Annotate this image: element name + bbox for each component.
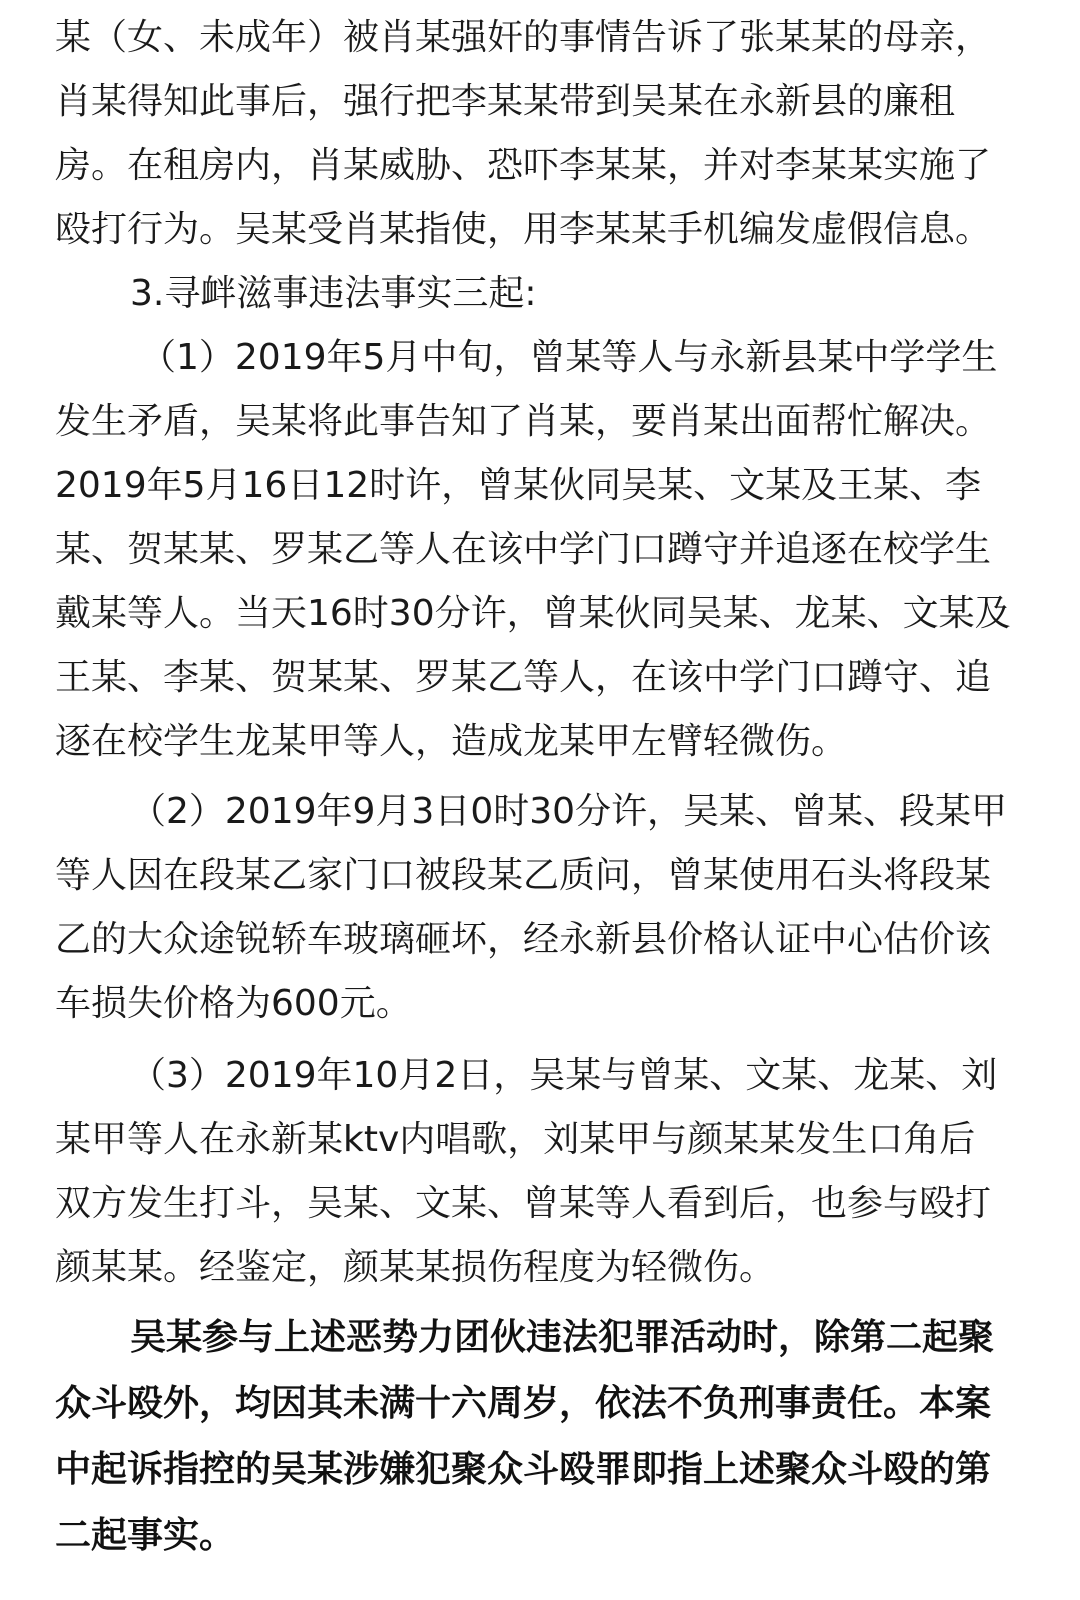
paragraph-line: 等人因在段某乙家门口被段某乙质问，曾某使用石头将段某	[55, 856, 992, 896]
paragraph-line: 车损失价格为600元。	[55, 984, 412, 1024]
bold-paragraph-line: 吴某参与上述恶势力团伙违法犯罪活动时，除第二起聚	[130, 1318, 995, 1358]
paragraph-line: 2019年5月16日12时许，曾某伙同吴某、文某及王某、李	[55, 466, 982, 506]
paragraph-line: 某甲等人在永新某ktv内唱歌，刘某甲与颜某某发生口角后	[55, 1120, 976, 1160]
bold-paragraph-line: 二起事实。	[55, 1516, 236, 1556]
paragraph-line: （1）2019年5月中旬，曾某等人与永新县某中学学生	[140, 338, 998, 378]
paragraph-line: 逐在校学生龙某甲等人，造成龙某甲左臂轻微伤。	[55, 722, 848, 762]
section-heading: 3.寻衅滋事违法事实三起:	[130, 274, 537, 314]
bold-paragraph-line: 众斗殴外，均因其未满十六周岁，依法不负刑事责任。本案	[55, 1384, 992, 1424]
paragraph-line: 房。在租房内，肖某威胁、恐吓李某某，并对李某某实施了	[55, 146, 992, 186]
paragraph-line: （3）2019年10月2日，吴某与曾某、文某、龙某、刘	[130, 1056, 998, 1096]
paragraph-line: 某、贺某某、罗某乙等人在该中学门口蹲守并追逐在校学生	[55, 530, 992, 570]
paragraph-line: 肖某得知此事后，强行把李某某带到吴某在永新县的廉租	[55, 82, 956, 122]
bold-paragraph-line: 中起诉指控的吴某涉嫌犯聚众斗殴罪即指上述聚众斗殴的第	[55, 1450, 992, 1490]
paragraph-line: 双方发生打斗，吴某、文某、曾某等人看到后，也参与殴打	[55, 1184, 992, 1224]
paragraph-line: 王某、李某、贺某某、罗某乙等人，在该中学门口蹲守、追	[55, 658, 992, 698]
paragraph-line: 戴某等人。当天16时30分许，曾某伙同吴某、龙某、文某及	[55, 594, 1011, 634]
paragraph-line: 殴打行为。吴某受肖某指使，用李某某手机编发虚假信息。	[55, 210, 992, 250]
paragraph-line: 乙的大众途锐轿车玻璃砸坏，经永新县价格认证中心估价该	[55, 920, 992, 960]
paragraph-line: （2）2019年9月3日0时30分许，吴某、曾某、段某甲	[130, 792, 1008, 832]
paragraph-line: 发生矛盾，吴某将此事告知了肖某，要肖某出面帮忙解决。	[55, 402, 992, 442]
paragraph-line: 颜某某。经鉴定，颜某某损伤程度为轻微伤。	[55, 1248, 776, 1288]
paragraph-line: 某（女、未成年）被肖某强奸的事情告诉了张某某的母亲，	[55, 18, 992, 58]
